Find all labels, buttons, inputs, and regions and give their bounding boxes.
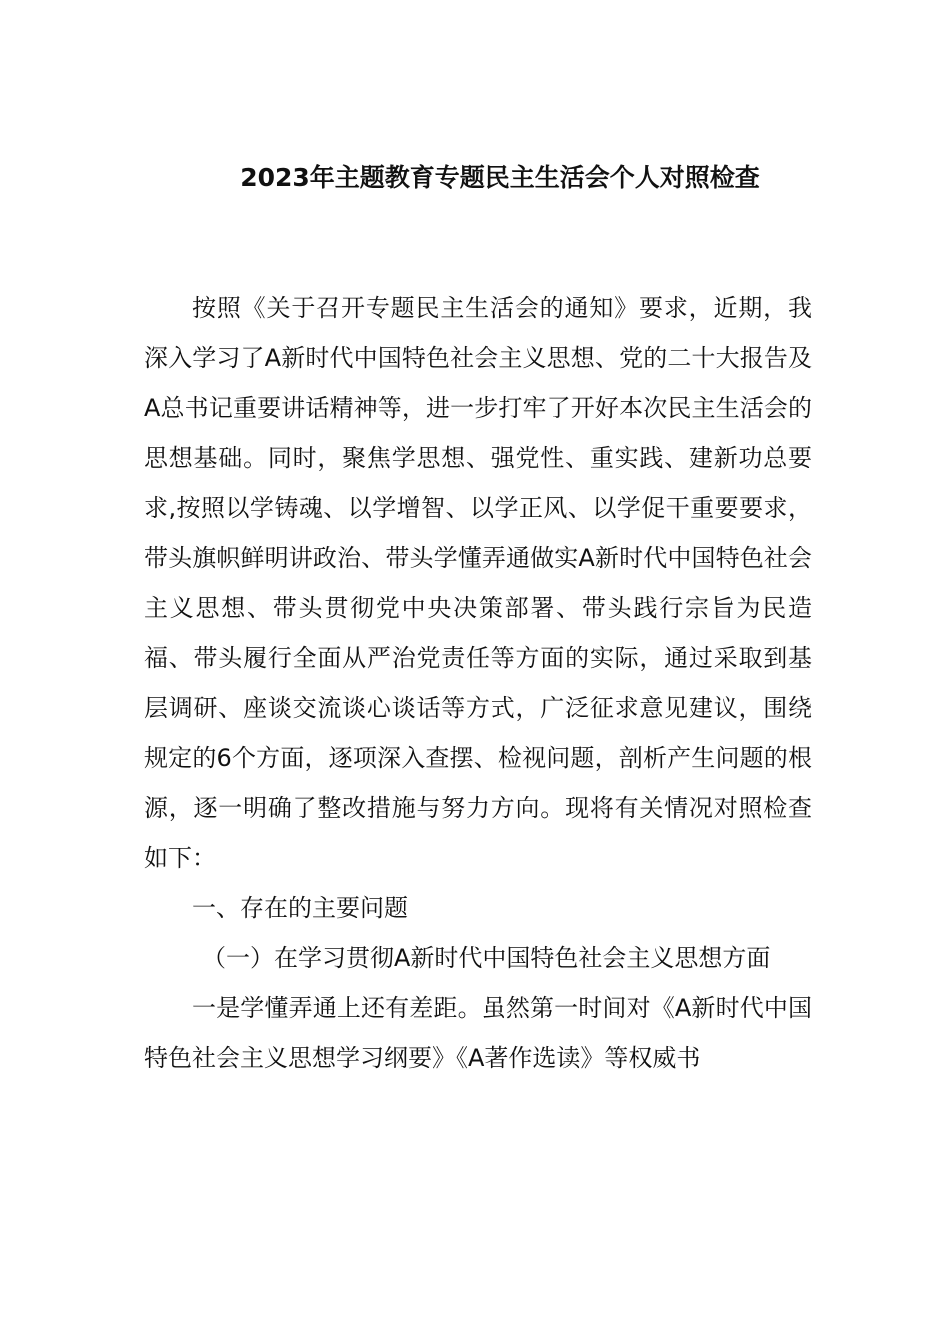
subsection-heading: （一）在学习贯彻A新时代中国特色社会主义思想方面	[202, 944, 771, 972]
document-body	[144, 283, 812, 1083]
document-title: 2023年主题教育专题民主生活会个人对照检查	[240, 163, 760, 192]
section-heading: 一、存在的主要问题	[192, 894, 408, 922]
body-paragraph: 一是学懂弄通上还有差距。虽然第一时间对《A新时代中国特色社会主义思想学习纲要》《A著作选读》等权威书	[144, 994, 812, 1072]
intro-paragraph: 按照《关于召开专题民主生活会的通知》要求，近期，我深入学习了A新时代中国特色社会主义思想、党的二十大报告及A总书记重要讲话精神等，进一步打牢了开好本次民主生活会的思想基础。同时，聚焦学思想、强党性、重实践、建新功总要求,按照以学铸魂、以学增智、以学正风、以学促干重要要求，带头旗帜鲜明讲政治、带头学懂弄通做实A新时代中国特色社会主义思想、带头贯彻党中央决策部署、带头践行宗旨为民造福、带头履行全面从严治党责任等方面的实际，通过采取到基层调研、座谈交流谈心谈话等方式，广泛征求意见建议，围绕规定的6个方面，逐项深入查摆、检视问题，剖析产生问题的根源，逐一明确了整改措施与努力方向。现将有关情况对照检查如下：	[144, 294, 812, 872]
